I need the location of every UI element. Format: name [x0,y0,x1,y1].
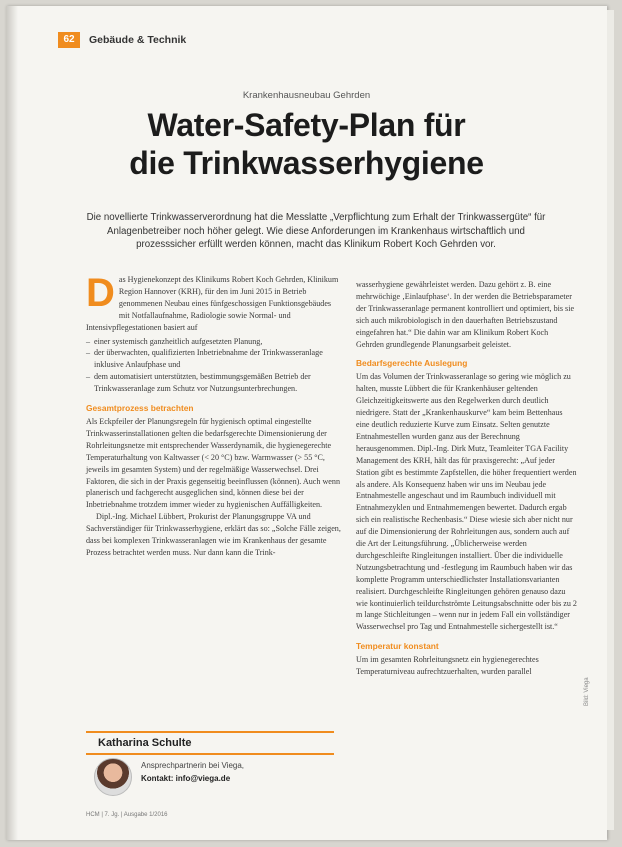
page-edge [607,10,614,830]
section-title: Gebäude & Technik [89,34,187,46]
body-paragraph: Um das Volumen der Trinkwasseranlage so gering wie möglich zu halten, musste Lübbert die für Krankenhäuser geltenden Gleichzeitigkeitswerte aus den Regelwerken durch deutlich niedrigere. Statt der „Krankenhauskurve“ kam beim Bettenhaus eine deutlich reduzierte Kurve zum Einsatz. Selten genutzte Entnahmestellen wurden ganz aus der Berechnung herausgenommen. Dipl.-Ing. Dirk Mutz, Teamleiter TGA Facility Management des KRH, hält das für praxisgerecht: „Auf jeder Station gibt es bestimmte Zapfstellen, die höher frequentiert werden als andere. Als Konsequenz haben wir uns im Neubau jede Entnahmestelle angeschaut und im Raumbuch individuell mit Entnahmezyklen und Entnahmemengen bewertet. Dadurch ergab sich ein realistische Rechenbasis.“ Diese wiesie sich aber nicht nur auf die Dimensionierung der Rohrleitungen aus, sondern auch auf die Art der Leitungsführung. „Üblicherweise werden durchgeschleifte Ringleitungen installiert. Über die individuelle Nutzungsbetrachtung und -festlegung im Raumbuch haben wir das komplette Programm unterschiedlichster Installationsvarianten realisiert. Durchgeschleifte Ringleitungen gehören genauso dazu wie kontinuierlich teildurchströmte Leitungsabschnitte oder bis zu 2 m lange Stichleitungen – wenn nur in jedem Fall ein vollständiger Wasserwechsel pro Tag und Entnahmestelle sichergestellt ist.“ [356,372,577,632]
author-role: Ansprechpartnerin bei Viega, [141,761,245,770]
article-lead: Die novellierte Trinkwasserverordnung hat die Messlatte „Verpflichtung zum Erhalt der Trinkwassergüte“ für Anlagenbetreiber noch höher gelegt. Wie diese Anforderungen im Krankenhaus wirtschaftlich und prozesssicher erfüllt werden können, macht das Klinikum Robert Koch Gehrden vor. [86,212,546,250]
subheading: Temperatur konstant [356,641,439,652]
page-footer: HCM | 7. Jg. | Ausgabe 1/2016 [86,812,168,818]
avatar [94,758,132,796]
body-paragraph: wasserhygiene gewährleistet werden. Dazu gehört z. B. eine mehrwöchige ‚Einlaufphase‘. In der werden die Betriebsparameter der Trinkwasseranlage permanent kontrolliert und optimiert, bis sie sich auch mikrobiologisch in den dauerhaften Betriebszustand eingefahren hat.“ Die dahin war am Klinikum Robert Koch Gehrden grundlegende Planungsarbeit geleistet. [356,280,575,349]
author-name: Katharina Schulte [98,737,192,749]
list-item: – dem automatisiert unterstützten, bestimmungsgemäßen Betrieb der Trinkwasseranlage zum Schutz vor Nutzungsunterbrechungen. [86,371,341,395]
article-kicker: Krankenhausneubau Gehrden [242,90,371,101]
image-credit: Bild: Viega [584,677,590,706]
body-paragraph: Dipl.-Ing. Michael Lübbert, Prokurist der Planungsgruppe VA und Sachverständiger für Trinkwasserhygiene, erklärt das so: „Solche Fälle zeigen, dass bei komplexen Trinkwasseranlagen wie im Krankenhaus der gesamte Prozess betrachtet werden muss. Nur dann kann die Trink- [86,512,341,557]
list-item: – einer systemisch ganzheitlich aufgesetzten Planung, [86,336,341,348]
intro-paragraph: as Hygienekonzept des Klinikums Robert Koch Gehrden, Klinikum Region Hannover (KRH), für den im Juni 2015 in Betrieb genommenen Neubau eines fünfgeschossigen Funktionsgebäudes mit Notfallaufnahme, Radiologie sowie Normal- und Intensivpflegestationen basiert auf [86,275,339,332]
bullet-list [86,336,341,396]
list-item: – der überwachten, qualifizierten Inbetriebnahme der Trinkwasseranlage inklusive Anlaufphase und [86,347,341,371]
author-contact: Kontakt: info@viega.de [141,774,231,783]
drop-cap: D [86,271,115,315]
left-column [86,271,341,559]
article-title [6,106,607,182]
divider [86,753,334,755]
title-line-1: Water-Safety-Plan für [147,107,466,143]
divider [86,731,334,733]
subheading: Bedarfsgerechte Auslegung [356,358,468,369]
page-number: 62 [58,32,80,48]
body-paragraph: Als Eckpfeiler der Planungsregeln für hygienisch optimal eingestellte Trinkwasserinstallationen gelten die bedarfsgerechte Dimensionierung der Rohrleitungsnetze mit entsprechender Wasserdynamik, die hygienegerechte Temperaturhaltung von Kaltwasser (< 20 °C) bzw. Warmwasser (> 55 °C, jeweils im gesamten System) und der regelmäßige Wasserwechsel. Drei Faktoren, die sich in der Praxis gegenseitig beeinflussen (können). Auch wenn planerisch und fachgerecht ausgeglichen sind, können diese bei der Inbetriebnahme trotzdem immer wieder zu hygienischen Auffälligkeiten. [86,416,340,510]
right-column [356,279,577,678]
magazine-page [6,6,607,840]
title-line-2: die Trinkwasserhygiene [129,145,484,181]
subheading: Gesamtprozess betrachten [86,403,194,414]
body-paragraph: Um im gesamten Rohrleitungsnetz ein hygienegerechtes Temperaturniveau aufrechtzuerhalten, wurden parallel [356,655,539,677]
